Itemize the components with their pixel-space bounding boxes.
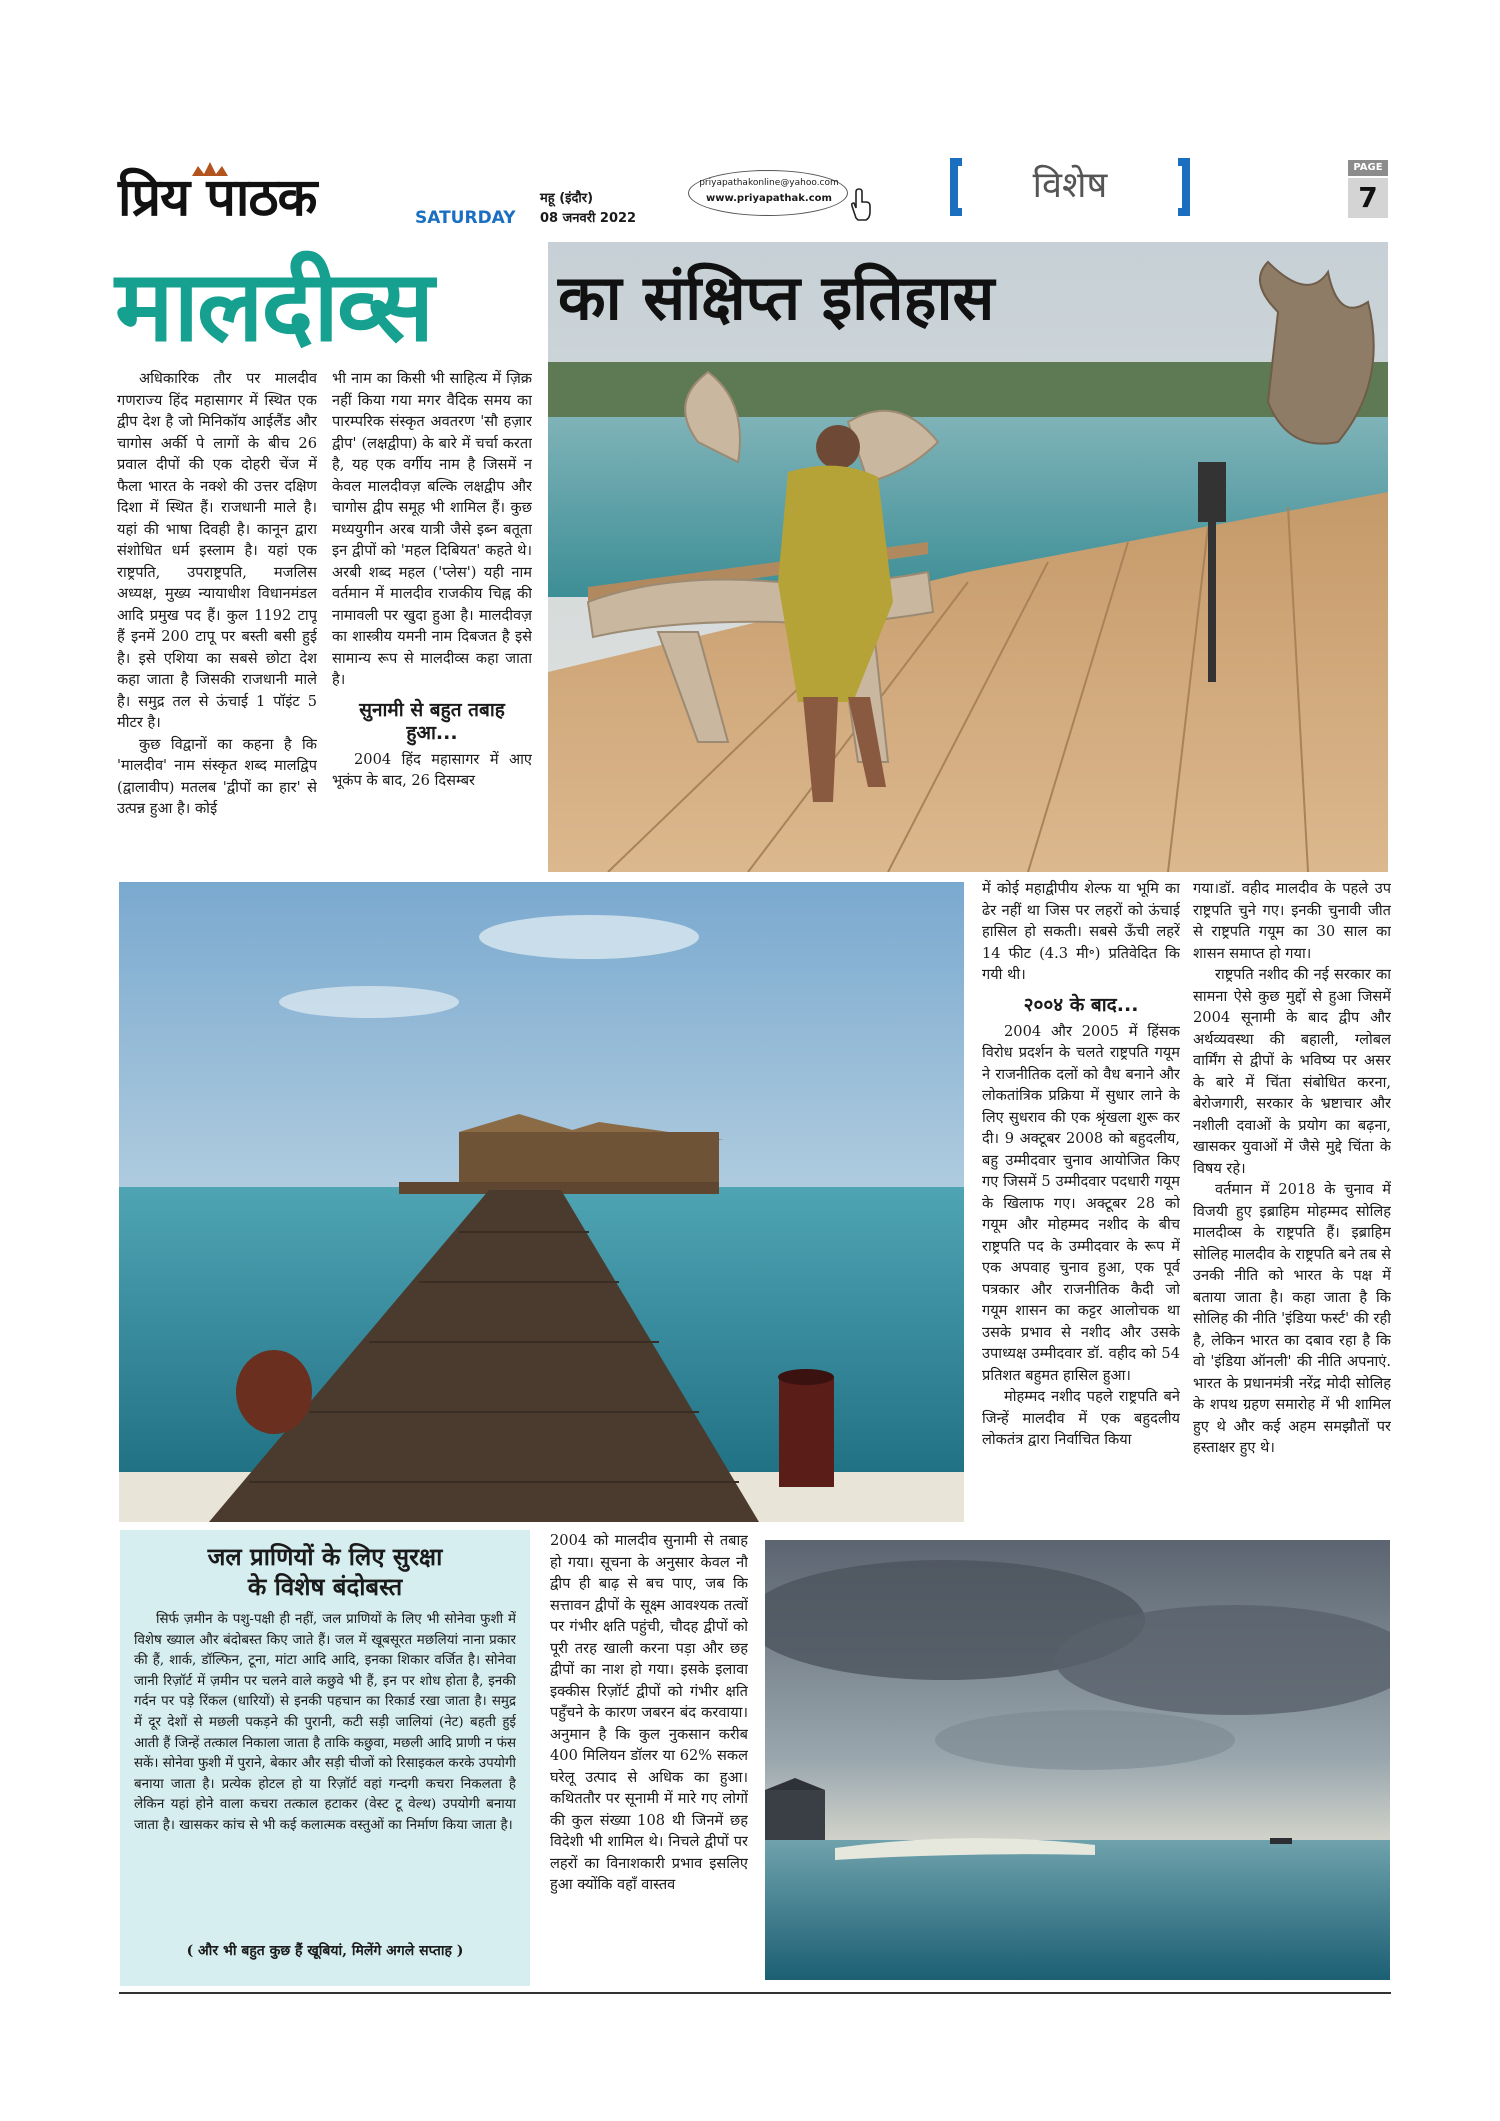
section-bracket-right xyxy=(1178,158,1190,216)
section-title: विशेष xyxy=(1032,165,1108,206)
headline-history: का संक्षिप्त इतिहास xyxy=(558,261,995,334)
bottom-rule xyxy=(119,1992,1391,1994)
paragraph: कुछ विद्वानों का कहना है कि 'मालदीव' नाम संस्कृत शब्द मालद्विप (द्वालावीप) मतलब 'द्वीपों का हार' से उत्पन्न हुआ है। कोई xyxy=(117,735,317,817)
issue-date: 08 जनवरी 2022 xyxy=(540,211,637,226)
masthead xyxy=(0,150,1500,240)
paragraph: अधिकारिक तौर पर मालदीव गणराज्य हिंद महासागर में स्थित एक द्वीप देश है जो मिनिकॉय आईलैंड और चागोस अर्की पे लागों के बीच 26 प्रवाल दीपों की एक दोहरी चेंज में फैला भारत के नक्शे की उत्तर दक्षिण दिशा में स्थित हैं। राजधानी माले है। यहां की भाषा दिवही है। कानून द्वारा संशोधित धर्म इस्लाम है। यहां एक राष्ट्रपति, उपराष्ट्रपति, मजलिस अध्यक्ष, मुख्य न्यायाधीश विधानमंडल आदि प्रमुख पद हैं। कुल 1192 टापू हैं इनमें 200 टापू पर बस्ती बसी हुई है। इसे एशिया का सबसे छोटा देश कहा जाता है जिसकी राजधानी माले है। समुद्र तल से ऊंचाई 1 पॉइंट 5 मीटर है। xyxy=(117,370,317,731)
paragraph: राष्ट्रपति नशीद की नई सरकार का सामना ऐसे कुछ मुद्दों से हुआ जिसमें 2004 सूनामी के बाद द्वीप और अर्थव्यवस्था की बहाली, ग्लोबल वार्मिंग से द्वीपों के भविष्य पर असर के बारे में चिंता संबोधित करना, बेरोजगारी, सरकार के भ्रष्टाचार और नशीली दवाओं के प्रयोग का बढ़ना, खासकर युवाओं में जैसे मुद्दे चिंता के विषय रहे। xyxy=(1193,966,1391,1177)
article-column-4 xyxy=(1193,878,1391,1533)
paragraph: में कोई महाद्वीपीय शेल्फ या भूमि का ढेर नहीं था जिस पर लहरों को ऊंचाई हासिल हो सकती। सबसे ऊँची लहरें 14 फीट (4.3 मी॰) प्रतिवेदित कि गयी थी। xyxy=(982,880,1180,983)
page-label: PAGE xyxy=(1348,160,1388,176)
paragraph: 2004 और 2005 में हिंसक विरोध प्रदर्शन के चलते राष्ट्रपति गयूम ने राजनीतिक दलों को वैध बनाने और लोकतांत्रिक प्रक्रिया में सुधार लाने के लिए सुधराव की एक श्रृंखला शुरू कर दी। 9 अक्टूबर 2008 को बहुदलीय, बहु उम्मीदवार चुनाव आयोजित किए गए जिसमें 5 उम्मीदवार पदधारी गयूम के खिलाफ गए। अक्टूबर 28 को गयूम और मोहम्मद नशीद के बीच राष्ट्रपति पद के उम्मीदवार के रूप में एक अपवाह चुनाव हुआ, एक पूर्व पत्रकार और राजनीतिक कैदी जो गयूम शासन का कट्टर आलोचक था उसके प्रभाव से नशीद और उसके उपाध्यक्ष उम्मीदवार डॉ. वहीद को 54 प्रतिशत बहुमत हासिल हुआ। xyxy=(982,1022,1180,1384)
website: www.priyapathak.com xyxy=(706,193,832,204)
sidebar-box xyxy=(120,1530,530,1986)
photo-jetty xyxy=(119,882,964,1522)
article-column-3 xyxy=(982,878,1180,1533)
contact-oval xyxy=(688,170,848,216)
article-column-2 xyxy=(332,368,532,873)
paragraph: 2004 को मालदीव सुनामी से तबाह हो गया। सूचना के अनुसार केवल नौ द्वीप ही बाढ़ से बच पाए, जब कि सत्तावन द्वीपों के सूक्ष्म आवश्यक तत्वों पर गंभीर क्षति पहुंची, चौदह द्वीपों को पूरी तरह खाली करना पड़ा और छह द्वीपों का नाश हो गया। इसके इलावा इक्कीस रिज़ॉर्ट द्वीपों को गंभीर क्षति पहुँचने के कारण जबरन बंद करवाया। अनुमान है कि कुल नुकसान करीब 400 मिलियन डॉलर या 62% सकल घरेलू उत्पाद से अधिक का हुआ। कथिततौर पर सूनामी में मारे गए लोगों की कुल संख्या 108 थी जिनमें छह विदेशी भी शामिल थे। निचले द्वीपों पर लहरों का विनाशकारी प्रभाव इसलिए हुआ क्योंकि वहाँ वास्तव xyxy=(550,1532,748,1893)
subheading: २००४ के बाद... xyxy=(1023,993,1139,1016)
page-number: 7 xyxy=(1348,178,1388,218)
paragraph: भी नाम का किसी भी साहित्य में ज़िक्र नहीं किया गया मगर वैदिक समय का पारम्परिक संस्कृत अवतरण 'सौ हज़ार द्वीप' (लक्षद्वीपा) के बारे में चर्चा करता है, यह एक वर्गीय नाम है जिसमें न केवल मालदीवज़ बल्कि लक्षद्वीप और चागोस द्वीप समूह भी शामिल हैं। कुछ मध्ययुगीन अरब यात्री जैसे इब्न बतूता इन द्वीपों को 'महल दिबियत' कहते थे। अरबी शब्द महल ('प्लेस') यही नाम वर्तमान में मालदीव राजकीय चिह्न की नामावली पर खुदा हुआ है। मालदीवज़ का शास्त्रीय यमनी नाम दिबजत है इसे सामान्य रूप से मालदीव्स कहा जाता है। xyxy=(332,370,532,688)
article-column-5 xyxy=(550,1530,748,1985)
paragraph: गया।डॉ. वहीद मालदीव के पहले उप राष्ट्रपति चुने गए। इनकी चुनावी जीत से राष्ट्रपति गयूम का 30 साल का शासन समाप्त हो गया। xyxy=(1193,880,1391,962)
sidebar-title-line-2: के विशेष बंदोबस्त xyxy=(247,1573,403,1601)
pointer-hand-icon xyxy=(846,188,876,222)
paragraph: मोहम्मद नशीद पहले राष्ट्रपति बने जिन्हें मालदीव में एक बहुदलीय लोकतंत्र द्वारा निर्वाचित किया xyxy=(982,1388,1180,1448)
sidebar-footer: ( और भी बहुत कुछ हैं खूबियां, मिलेंगे अगले सप्ताह ) xyxy=(186,1943,464,1959)
logo: प्रिय पाठक xyxy=(118,168,317,228)
subheading: सुनामी से बहुत तबाह हुआ... xyxy=(359,698,505,744)
article-column-1 xyxy=(117,368,317,873)
sidebar-body: सिर्फ ज़मीन के पशु-पक्षी ही नहीं, जल प्राणियों के लिए भी सोनेवा फुशी में विशेष ख्याल और बंदोबस्त किए जाते हैं। जल में खूबसूरत मछलियां नाना प्रकार की हैं, शार्क, डॉल्फिन, टूना, मांटा आदि आदि, इनका शिकार वर्जित है। सोनेवा जानी रिज़ॉर्ट में ज़मीन पर चलने वाले कछुवे भी हैं, इन पर शोध होता है, इनकी गर्दन पर पड़े रिंकल (धारियों) से इनकी पहचान का रिकार्ड रखा जाता है। समुद्र में दूर देशों से मछली पकड़ने की पुरानी, कटी सड़ी जालियां (नेट) बहती हुई आती हैं जिन्हें तत्काल निकाला जाता है ताकि कछुवा, मछली आदि प्राणी न फंस सकें। सोनेवा फुशी में पुराने, बेकार और सड़ी चीजों को रिसाइकल करके उपयोगी बनाया जाता है। प्रत्येक होटल हो या रिज़ॉर्ट वहां गन्दगी कचरा निकलता है लेकिन यहां होने वाला कचरा तत्काल हटाकर (वेस्ट टू वेल्थ) उपयोगी बनाया जाता है। खासकर कांच से भी कई कलात्मक वस्तुओं का निर्माण किया जाता है। xyxy=(134,1612,516,1833)
headline-maldives: मालदीव्स xyxy=(115,250,433,364)
section-bracket-left xyxy=(950,158,962,216)
sidebar-title-line-1: जल प्राणियों के लिए सुरक्षा xyxy=(207,1543,443,1571)
paragraph: 2004 हिंद महासागर में आए भूकंप के बाद, 26 दिसम्बर xyxy=(332,750,532,789)
issue-day: SATURDAY xyxy=(415,208,516,228)
photo-sunset-sea xyxy=(765,1540,1390,1980)
photo-driftwood-bench xyxy=(548,242,1388,872)
paragraph: वर्तमान में 2018 के चुनाव में विजयी हुए इब्राहिम मोहम्मद सोलिह मालदीव्स के राष्ट्रपति हैं। इब्राहिम सोलिह मालदीव के राष्ट्रपति बने तब से उनकी नीति को भारत के पक्ष में बताया जाता है। कहा जाता है कि सोलिह की नीति 'इंडिया फर्स्ट' की रही है, लेकिन भारत का दबाव रहा है कि वो 'इंडिया ऑनली' की नीति अपनाएं. भारत के प्रधानमंत्री नरेंद्र मोदी सोलिह के शपथ ग्रहण समारोह में भी शामिल हुए थे और कई अहम समझौतों पर हस्ताक्षर हुए थे। xyxy=(1193,1181,1391,1456)
issue-place: महू (इंदौर) xyxy=(540,191,594,206)
email: priyapathakonline@yahoo.com xyxy=(699,178,839,188)
